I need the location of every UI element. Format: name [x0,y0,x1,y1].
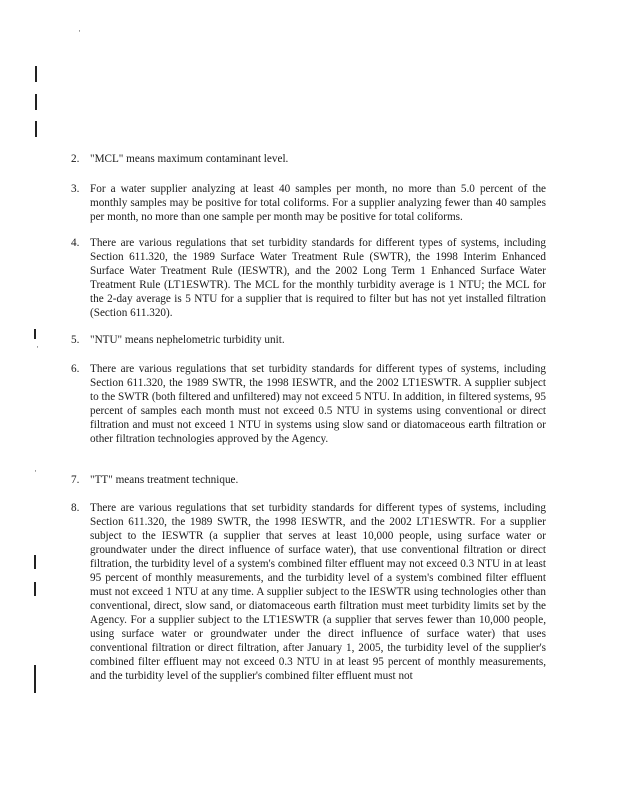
item-number: 4. [71,237,80,249]
item-number: 5. [71,334,80,346]
item-text: There are various regulations that set turbidity standards for different types of systems, including Section 611.320, the 1989 SWTR, the 1998 IESWTR, and the 2002 LT1ESWTR. For a supplier subject to the IESWTR (a supplier that serves at least 10,000 people, using surface water or groundwater under the direct influence of surface water), that use conventional filtration or direct filtration, the turbidity level of a system's combined filter effluent may not exceed 0.3 NTU in at least 95 percent of monthly measurements, and the turbidity level of a system's combined filter effluent must not exceed 1 NTU at any time. A supplier subject to the IESWTR using technologies other than conventional, direct, slow sand, or diatomaceous earth filtration must meet turbidity limits set by the Agency. For a supplier subject to the LT1ESWTR (a supplier that serves fewer than 10,000 people, using surface water or groundwater under the direct influence of surface water) that uses conventional filtration or direct filtration, after January 1, 2005, the turbidity level of the supplier's combined filter effluent may not exceed 0.3 NTU in at least 95 percent of monthly measurements, and the turbidity level of the supplier's combined filter effluent must not [90,502,546,682]
item-number: 7. [71,474,80,486]
item-number: 2. [71,153,80,165]
revision-bar [35,121,37,137]
item-number: 6. [71,363,80,375]
item-text: "NTU" means nephelometric turbidity unit. [90,334,285,346]
revision-bar [34,582,36,596]
item-number: 3. [71,183,80,195]
scan-speck: · [34,466,37,476]
item-text: There are various regulations that set turbidity standards for different types of systems, including Section 611.320, the 1989 Surface Water Treatment Rule (SWTR), the 1998 Interim Enhanced Surface Water Treatment Rule (IESWTR), and the 2002 Long Term 1 Enhanced Surface Water Treatment Rule (LT1ESWTR). The MCL for the monthly turbidity average is 1 NTU; the MCL for the 2-day average is 5 NTU for a supplier that is required to filter but has not yet installed filtration (Section 611.320). [90,237,546,319]
item-text: "TT" means treatment technique. [90,474,239,486]
item-text: "MCL" means maximum contaminant level. [90,153,289,165]
revision-bar [35,94,37,110]
item-text: For a water supplier analyzing at least 40 samples per month, no more than 5.0 percent of the monthly samples may be positive for total coliforms. For a supplier analyzing fewer than 40 samples per month, no more than one sample per month may be positive for total coliforms. [90,183,546,223]
revision-bar [35,66,37,82]
item-text: There are various regulations that set turbidity standards for different types of systems, including Section 611.320, the 1989 SWTR, the 1998 IESWTR, and the 2002 LT1ESWTR. A supplier subject to the SWTR (both filtered and unfiltered) may not exceed 5 NTU. In addition, in filtered systems, 95 percent of samples each month must not exceed 0.5 NTU in systems using conventional or direct filtration and must not exceed 1 NTU in systems using slow sand or diatomaceous earth filtration or other filtration technologies approved by the Agency. [90,363,546,445]
scan-speck: · [36,342,39,352]
scan-speck: · [78,26,81,36]
revision-bar [34,555,36,569]
item-number: 8. [71,502,80,514]
revision-bar [34,329,36,339]
revision-bar [34,665,36,693]
